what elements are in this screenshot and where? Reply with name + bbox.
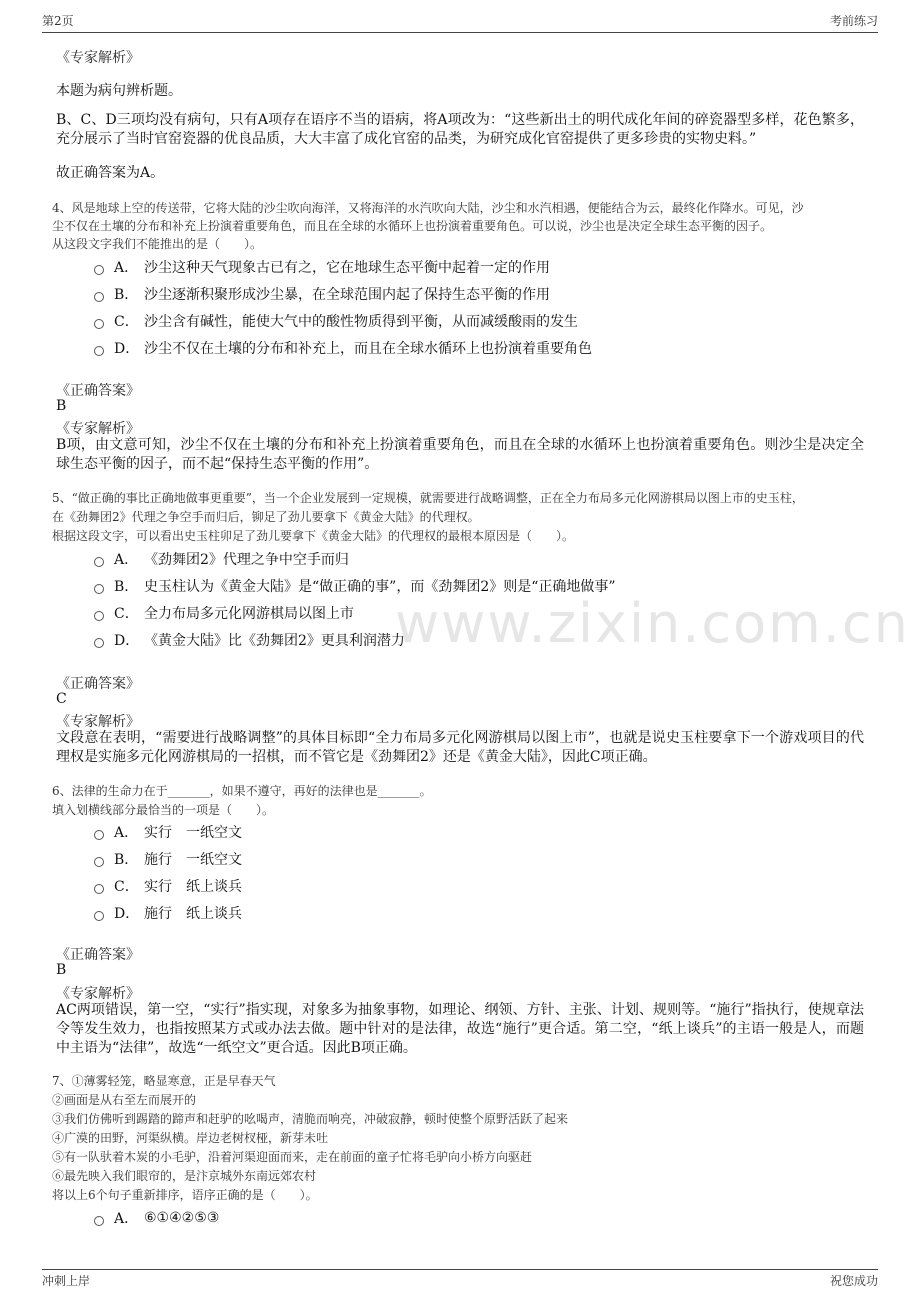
q4-analysis-label: 《专家解析》 bbox=[56, 421, 140, 437]
q5-stem-line1: 5、“做正确的事比正确地做事更重要”，当一个企业发展到一定规模，就需要进行战略调整，正在全力布局多元化网游棋局以图上市的史玉柱， bbox=[52, 491, 804, 505]
q6-option-c[interactable]: C． 实行 纸上谈兵 bbox=[94, 876, 242, 896]
q5-stem-line3: 根据这段文字，可以看出史玉柱卯足了劲儿要拿下《黄金大陆》的代理权的最根本原因是（ ）。 bbox=[52, 529, 575, 543]
q4-option-a[interactable]: A． 沙尘这种天气现象古已有之，它在地球生态平衡中起着一定的作用 bbox=[94, 257, 550, 277]
q4-stem-line1: 4、风是地球上空的传送带，它将大陆的沙尘吹向海洋，又将海洋的水汽吹向大陆，沙尘和水汽相遇，便能结合为云，最终化作降水。可见，沙 bbox=[52, 201, 804, 215]
q5-analysis-label: 《专家解析》 bbox=[56, 714, 140, 730]
q6-option-a[interactable]: A． 实行 一纸空文 bbox=[94, 822, 242, 842]
q3-conclusion: 故正确答案为A。 bbox=[56, 165, 165, 181]
radio-icon[interactable] bbox=[94, 638, 104, 648]
q5-analysis: 文段意在表明，“需要进行战略调整”的具体目标即“全力布局多元化网游棋局以图上市”，也就是说史玉柱要拿下一个游戏项目的代理权是实施多元化网游棋局的一招棋，而不管它是《劲舞团2》还是《黄金大陆》，因此C项正确。 bbox=[56, 730, 864, 765]
radio-icon[interactable] bbox=[94, 884, 104, 894]
q6-option-d[interactable]: D． 施行 纸上谈兵 bbox=[94, 903, 242, 923]
option-text: 实行 纸上谈兵 bbox=[144, 879, 242, 895]
q4-analysis: B项，由文意可知，沙尘不仅在土壤的分布和补充上扮演着重要角色，而且在全球的水循环上也扮演着重要角色。则沙尘是决定全球生态平衡的因子，而不起“保持生态平衡的作用”。 bbox=[56, 437, 864, 472]
q7-line7: 将以上6个句子重新排序，语序正确的是（ ）。 bbox=[52, 1188, 318, 1202]
q4-stem-line2: 尘不仅在土壤的分布和补充上扮演着重要角色，而且在全球的水循环上也扮演着重要角色。可以说，沙尘也是决定全球生态平衡的因子。 bbox=[52, 219, 773, 233]
radio-icon[interactable] bbox=[94, 584, 104, 594]
option-text: 施行 一纸空文 bbox=[144, 852, 242, 868]
radio-icon[interactable] bbox=[94, 557, 104, 567]
q6-stem-line1: 6、法律的生命力在于_______，如果不遵守，再好的法律也是_______。 bbox=[52, 784, 432, 798]
radio-icon[interactable] bbox=[94, 265, 104, 275]
q4-stem-line3: 从这段文字我们不能推出的是（ ）。 bbox=[52, 237, 263, 251]
q3-analysis-label: 《专家解析》 bbox=[56, 50, 140, 66]
q6-answer-label: 《正确答案》 bbox=[56, 947, 140, 963]
q4-answer-label: 《正确答案》 bbox=[56, 383, 140, 399]
option-text: 沙尘逐渐积聚形成沙尘暴，在全球范围内起了保持生态平衡的作用 bbox=[144, 287, 550, 303]
q5-option-c[interactable]: C． 全力布局多元化网游棋局以图上市 bbox=[94, 603, 354, 623]
q5-answer-label: 《正确答案》 bbox=[56, 676, 140, 692]
radio-icon[interactable] bbox=[94, 830, 104, 840]
q7-line6: ⑥最先映入我们眼帘的，是汴京城外东南远郊农村 bbox=[52, 1169, 317, 1183]
q3-analysis-line: 本题为病句辨析题。 bbox=[56, 83, 182, 99]
q4-option-b[interactable]: B． 沙尘逐渐积聚形成沙尘暴，在全球范围内起了保持生态平衡的作用 bbox=[94, 284, 550, 304]
footer-left: 冲刺上岸 bbox=[42, 1274, 91, 1288]
option-text: 史玉柱认为《黄金大陆》是“做正确的事”，而《劲舞团2》则是“正确地做事” bbox=[144, 579, 616, 595]
option-text: 《黄金大陆》比《劲舞团2》更具利润潜力 bbox=[144, 633, 405, 649]
radio-icon[interactable] bbox=[94, 857, 104, 867]
q7-line1: 7、①薄雾轻笼，略显寒意，正是早春天气 bbox=[52, 1074, 276, 1088]
radio-icon[interactable] bbox=[94, 611, 104, 621]
option-text: 沙尘不仅在土壤的分布和补充上，而且在全球水循环上也扮演着重要角色 bbox=[144, 341, 592, 357]
q5-option-a[interactable]: A． 《劲舞团2》代理之争中空手而归 bbox=[94, 549, 349, 569]
option-text: ⑥①④②⑤③ bbox=[144, 1210, 220, 1226]
q6-analysis-label: 《专家解析》 bbox=[56, 986, 140, 1002]
radio-icon[interactable] bbox=[94, 911, 104, 921]
q5-option-d[interactable]: D． 《黄金大陆》比《劲舞团2》更具利润潜力 bbox=[94, 630, 405, 650]
q7-line4: ④广漠的田野，河渠纵横。岸边老树杈桠，新芽未吐 bbox=[52, 1131, 329, 1145]
option-text: 沙尘这种天气现象古已有之，它在地球生态平衡中起着一定的作用 bbox=[144, 260, 550, 276]
radio-icon[interactable] bbox=[94, 346, 104, 356]
q5-option-b[interactable]: B． 史玉柱认为《黄金大陆》是“做正确的事”，而《劲舞团2》则是“正确地做事” bbox=[94, 576, 616, 596]
option-text: 全力布局多元化网游棋局以图上市 bbox=[144, 606, 354, 622]
header-title: 考前练习 bbox=[829, 14, 878, 28]
footer-right: 祝您成功 bbox=[829, 1274, 878, 1288]
page-number: 第2页 bbox=[42, 14, 74, 28]
q7-line5: ⑤有一队驮着木炭的小毛驴，沿着河渠迎面而来，走在前面的童子忙将毛驴向小桥方向驱赶 bbox=[52, 1150, 533, 1164]
option-text: 《劲舞团2》代理之争中空手而归 bbox=[144, 552, 349, 568]
radio-icon[interactable] bbox=[94, 319, 104, 329]
q4-answer: B bbox=[56, 398, 67, 414]
q5-stem-line2: 在《劲舞团2》代理之争空手而归后，铆足了劲儿要拿下《黄金大陆》的代理权。 bbox=[52, 510, 480, 524]
q6-answer: B bbox=[56, 962, 67, 978]
q6-stem-line2: 填入划横线部分最恰当的一项是（ ）。 bbox=[52, 803, 275, 817]
radio-icon[interactable] bbox=[94, 1216, 104, 1226]
q4-option-d[interactable]: D． 沙尘不仅在土壤的分布和补充上，而且在全球水循环上也扮演着重要角色 bbox=[94, 338, 592, 358]
q7-line2: ②画面是从右至左而展开的 bbox=[52, 1093, 197, 1107]
q4-option-c[interactable]: C． 沙尘含有碱性，能使大气中的酸性物质得到平衡，从而减缓酸雨的发生 bbox=[94, 311, 578, 331]
page-header bbox=[42, 12, 878, 33]
radio-icon[interactable] bbox=[94, 292, 104, 302]
option-text: 实行 一纸空文 bbox=[144, 825, 242, 841]
q6-option-b[interactable]: B． 施行 一纸空文 bbox=[94, 849, 242, 869]
option-text: 沙尘含有碱性，能使大气中的酸性物质得到平衡，从而减缓酸雨的发生 bbox=[144, 314, 578, 330]
watermark: www.zixin.com.cn bbox=[395, 592, 910, 655]
page-footer bbox=[42, 1269, 878, 1290]
option-text: 施行 纸上谈兵 bbox=[144, 906, 242, 922]
q6-analysis: AC两项错误，第一空，“实行”指实现，对象多为抽象事物，如理论、纲领、方针、主张、计划、规则等。“施行”指执行，使规章法令等发生效力，也指按照某方式或办法去做。题中针对的是法律，故选“施行”更合适。第二空，“纸上谈兵”的主语一般是人，而题中主语为“法律”，故选“一纸空文”更合适。因此B项正确。 bbox=[56, 1002, 864, 1056]
q7-line3: ③我们仿佛听到踢踏的蹄声和赶驴的吆喝声，清脆而响亮，冲破寂静，顿时使整个原野活跃了起来 bbox=[52, 1112, 569, 1126]
q7-option-a[interactable]: A． ⑥①④②⑤③ bbox=[94, 1208, 219, 1228]
q5-answer: C bbox=[56, 691, 67, 707]
q3-analysis-text: B、C、D三项均没有病句，只有A项存在语序不当的语病，将A项改为：“这些新出土的明代成化年间的碎瓷器型多样，花色繁多，充分展示了当时官窑瓷器的优良品质，大大丰富了成化官窑的品类，为研究成化官窑提供了更多珍贵的实物史料。” bbox=[56, 112, 864, 147]
